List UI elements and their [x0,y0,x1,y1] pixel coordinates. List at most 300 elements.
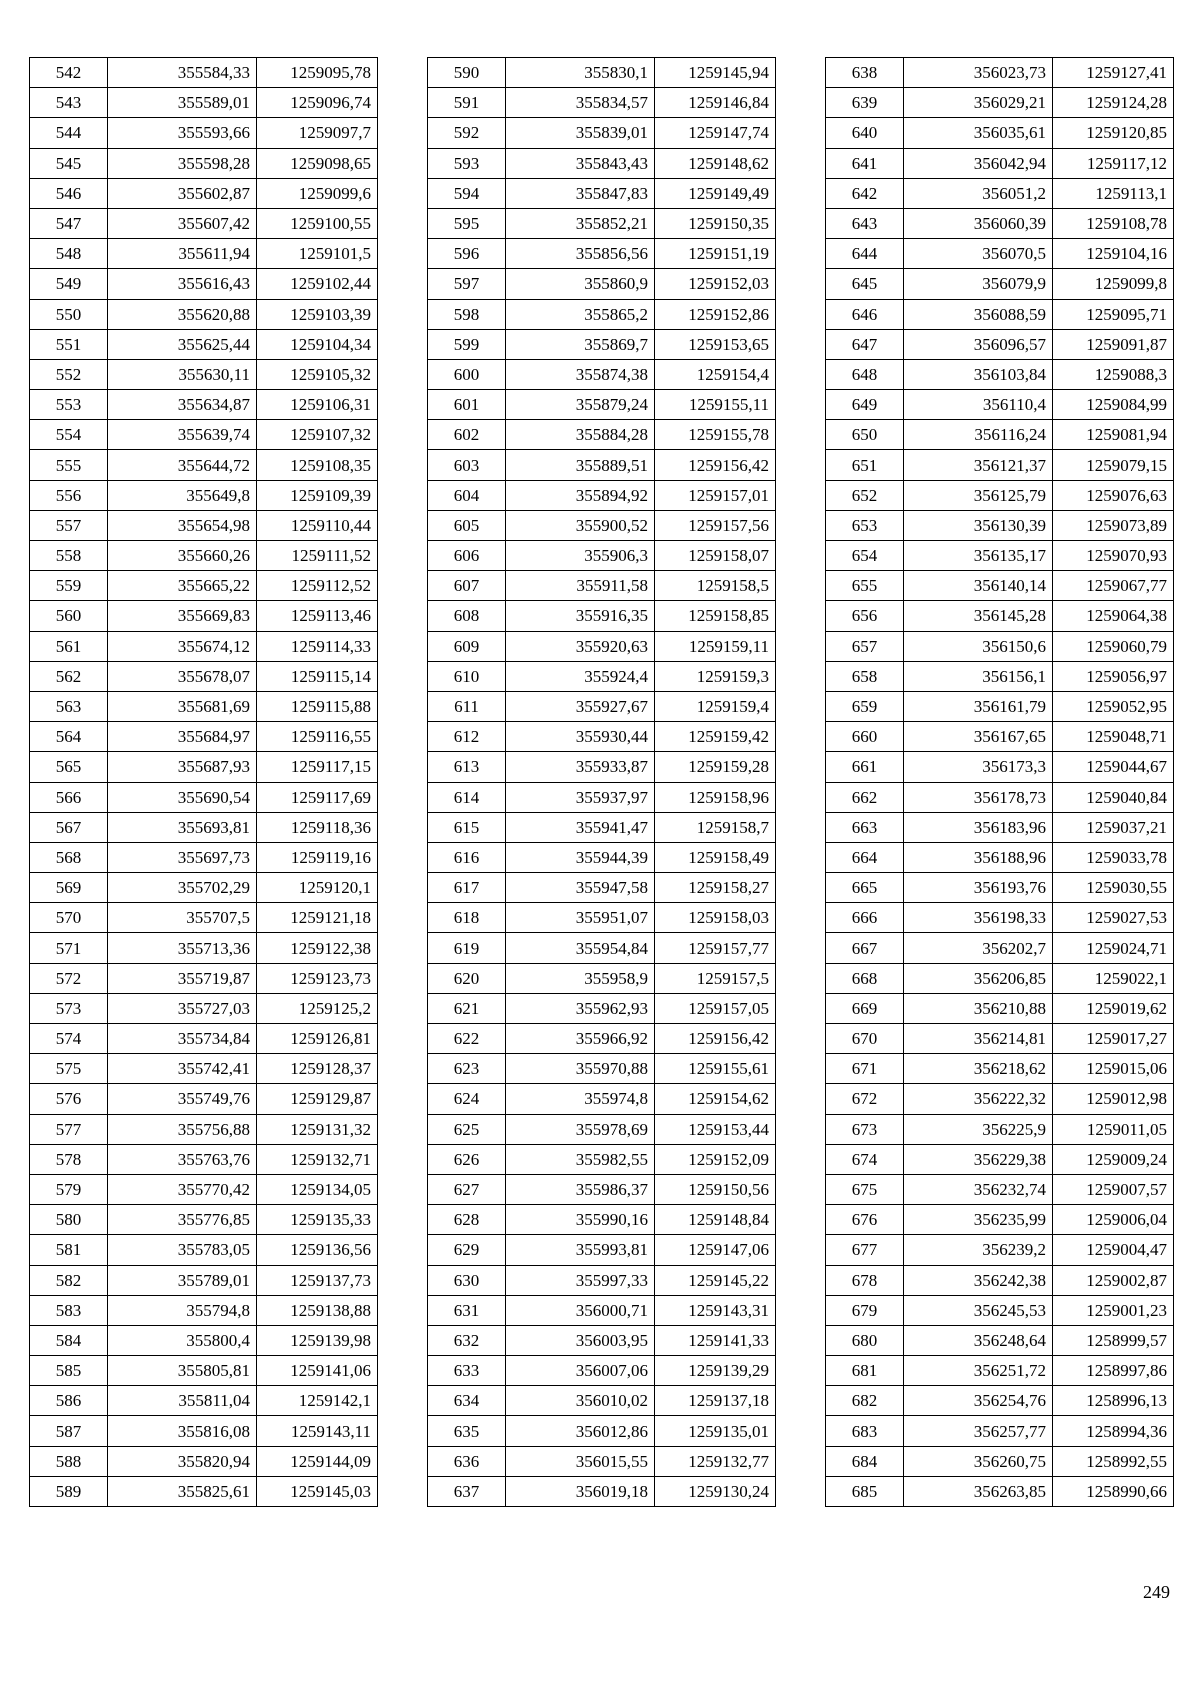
y-coordinate-cell: 1259157,77 [655,933,776,963]
x-coordinate-cell: 356248,64 [904,1325,1053,1355]
point-number-cell: 572 [30,963,108,993]
x-coordinate-cell: 355966,92 [506,1024,655,1054]
point-number-cell: 598 [428,299,506,329]
table-row [826,722,1174,752]
x-coordinate-cell: 356202,7 [904,933,1053,963]
point-number-cell: 651 [826,450,904,480]
x-coordinate-cell: 356110,4 [904,390,1053,420]
point-number-cell: 672 [826,1084,904,1114]
x-coordinate-cell: 355852,21 [506,208,655,238]
x-coordinate-cell: 355839,01 [506,118,655,148]
x-coordinate-cell: 355805,81 [108,1356,257,1386]
point-number-cell: 638 [826,58,904,88]
table-row [30,1386,378,1416]
table-row [826,1325,1174,1355]
point-number-cell: 645 [826,269,904,299]
y-coordinate-cell: 1259155,61 [655,1054,776,1084]
y-coordinate-cell: 1259037,21 [1053,812,1174,842]
table-row [428,58,776,88]
x-coordinate-cell: 356222,32 [904,1084,1053,1114]
y-coordinate-cell: 1259001,23 [1053,1295,1174,1325]
y-coordinate-cell: 1259030,55 [1053,873,1174,903]
point-number-cell: 612 [428,722,506,752]
x-coordinate-cell: 355834,57 [506,88,655,118]
coordinate-table [29,57,378,1507]
y-coordinate-cell: 1259158,5 [655,571,776,601]
point-number-cell: 685 [826,1476,904,1506]
table-row [428,752,776,782]
y-coordinate-cell: 1259007,57 [1053,1174,1174,1204]
x-coordinate-cell: 355713,36 [108,933,257,963]
x-coordinate-cell: 356035,61 [904,118,1053,148]
y-coordinate-cell: 1259124,28 [1053,88,1174,118]
table-row [428,1084,776,1114]
point-number-cell: 640 [826,118,904,148]
y-coordinate-cell: 1259107,32 [257,420,378,450]
y-coordinate-cell: 1259122,38 [257,933,378,963]
x-coordinate-cell: 356210,88 [904,993,1053,1023]
table-row [826,903,1174,933]
point-number-cell: 663 [826,812,904,842]
y-coordinate-cell: 1259024,71 [1053,933,1174,963]
point-number-cell: 574 [30,1024,108,1054]
y-coordinate-cell: 1259150,35 [655,208,776,238]
point-number-cell: 658 [826,661,904,691]
point-number-cell: 583 [30,1295,108,1325]
x-coordinate-cell: 356023,73 [904,58,1053,88]
table-row [826,1265,1174,1295]
y-coordinate-cell: 1259158,27 [655,873,776,903]
y-coordinate-cell: 1259129,87 [257,1084,378,1114]
y-coordinate-cell: 1258999,57 [1053,1325,1174,1355]
point-number-cell: 599 [428,329,506,359]
table-row [30,1054,378,1084]
table-row [826,782,1174,812]
table-row [428,933,776,963]
y-coordinate-cell: 1259099,8 [1053,269,1174,299]
table-row [826,1416,1174,1446]
y-coordinate-cell: 1259154,62 [655,1084,776,1114]
x-coordinate-cell: 356232,74 [904,1174,1053,1204]
y-coordinate-cell: 1259098,65 [257,148,378,178]
y-coordinate-cell: 1259159,11 [655,631,776,661]
x-coordinate-cell: 356239,2 [904,1235,1053,1265]
point-number-cell: 655 [826,571,904,601]
point-number-cell: 610 [428,661,506,691]
table-row [826,208,1174,238]
x-coordinate-cell: 355970,88 [506,1054,655,1084]
point-number-cell: 660 [826,722,904,752]
table-row [826,299,1174,329]
y-coordinate-cell: 1259158,7 [655,812,776,842]
point-number-cell: 667 [826,933,904,963]
y-coordinate-cell: 1259146,84 [655,88,776,118]
table-row [826,88,1174,118]
y-coordinate-cell: 1259017,27 [1053,1024,1174,1054]
y-coordinate-cell: 1259157,05 [655,993,776,1023]
y-coordinate-cell: 1258992,55 [1053,1446,1174,1476]
point-number-cell: 566 [30,782,108,812]
table-row [826,359,1174,389]
point-number-cell: 553 [30,390,108,420]
point-number-cell: 558 [30,541,108,571]
x-coordinate-cell: 355660,26 [108,541,257,571]
x-coordinate-cell: 356051,2 [904,178,1053,208]
table-row [428,1235,776,1265]
point-number-cell: 669 [826,993,904,1023]
table-row [30,148,378,178]
y-coordinate-cell: 1259102,44 [257,269,378,299]
y-coordinate-cell: 1259127,41 [1053,58,1174,88]
y-coordinate-cell: 1259159,3 [655,661,776,691]
table-row [428,148,776,178]
table-row [30,1476,378,1506]
x-coordinate-cell: 356060,39 [904,208,1053,238]
point-number-cell: 634 [428,1386,506,1416]
x-coordinate-cell: 355794,8 [108,1295,257,1325]
table-row [428,1446,776,1476]
table-row [30,571,378,601]
y-coordinate-cell: 1259131,32 [257,1114,378,1144]
y-coordinate-cell: 1259091,87 [1053,329,1174,359]
x-coordinate-cell: 356103,84 [904,359,1053,389]
point-number-cell: 549 [30,269,108,299]
table-row [30,933,378,963]
table-row [428,450,776,480]
point-number-cell: 643 [826,208,904,238]
point-number-cell: 587 [30,1416,108,1446]
x-coordinate-cell: 356206,85 [904,963,1053,993]
point-number-cell: 683 [826,1416,904,1446]
x-coordinate-cell: 355982,55 [506,1144,655,1174]
point-number-cell: 601 [428,390,506,420]
x-coordinate-cell: 355584,33 [108,58,257,88]
table-row [826,1386,1174,1416]
point-number-cell: 589 [30,1476,108,1506]
x-coordinate-cell: 355954,84 [506,933,655,963]
point-number-cell: 545 [30,148,108,178]
table-row [826,390,1174,420]
x-coordinate-cell: 356225,9 [904,1114,1053,1144]
y-coordinate-cell: 1259153,65 [655,329,776,359]
x-coordinate-cell: 356000,71 [506,1295,655,1325]
x-coordinate-cell: 356042,94 [904,148,1053,178]
x-coordinate-cell: 355644,72 [108,450,257,480]
y-coordinate-cell: 1259138,88 [257,1295,378,1325]
y-coordinate-cell: 1259019,62 [1053,993,1174,1023]
y-coordinate-cell: 1259116,55 [257,722,378,752]
point-number-cell: 565 [30,752,108,782]
point-number-cell: 555 [30,450,108,480]
x-coordinate-cell: 356015,55 [506,1446,655,1476]
table-row [428,691,776,721]
table-row [428,420,776,450]
y-coordinate-cell: 1259064,38 [1053,601,1174,631]
y-coordinate-cell: 1259006,04 [1053,1205,1174,1235]
point-number-cell: 679 [826,1295,904,1325]
point-number-cell: 579 [30,1174,108,1204]
y-coordinate-cell: 1259141,33 [655,1325,776,1355]
point-number-cell: 682 [826,1386,904,1416]
y-coordinate-cell: 1259147,74 [655,118,776,148]
y-coordinate-cell: 1259123,73 [257,963,378,993]
x-coordinate-cell: 355911,58 [506,571,655,601]
y-coordinate-cell: 1259106,31 [257,390,378,420]
table-row [826,812,1174,842]
y-coordinate-cell: 1259027,53 [1053,903,1174,933]
table-row [30,269,378,299]
table-row [826,1054,1174,1084]
point-number-cell: 576 [30,1084,108,1114]
table-row [826,1144,1174,1174]
point-number-cell: 666 [826,903,904,933]
point-number-cell: 577 [30,1114,108,1144]
y-coordinate-cell: 1259044,67 [1053,752,1174,782]
x-coordinate-cell: 355756,88 [108,1114,257,1144]
table-row [826,510,1174,540]
page-number: 249 [1143,1582,1170,1602]
y-coordinate-cell: 1258990,66 [1053,1476,1174,1506]
y-coordinate-cell: 1259148,84 [655,1205,776,1235]
y-coordinate-cell: 1259111,52 [257,541,378,571]
point-number-cell: 680 [826,1325,904,1355]
point-number-cell: 628 [428,1205,506,1235]
table-row [826,1205,1174,1235]
table-row [428,269,776,299]
table-row [30,118,378,148]
y-coordinate-cell: 1259105,32 [257,359,378,389]
point-number-cell: 619 [428,933,506,963]
point-number-cell: 559 [30,571,108,601]
x-coordinate-cell: 356145,28 [904,601,1053,631]
y-coordinate-cell: 1259067,77 [1053,571,1174,601]
table-row [826,269,1174,299]
y-coordinate-cell: 1259156,42 [655,450,776,480]
y-coordinate-cell: 1259002,87 [1053,1265,1174,1295]
point-number-cell: 606 [428,541,506,571]
x-coordinate-cell: 355843,43 [506,148,655,178]
x-coordinate-cell: 355734,84 [108,1024,257,1054]
table-row [428,1205,776,1235]
y-coordinate-cell: 1259119,16 [257,842,378,872]
point-number-cell: 677 [826,1235,904,1265]
table-row [428,631,776,661]
table-row [30,752,378,782]
point-number-cell: 567 [30,812,108,842]
point-number-cell: 661 [826,752,904,782]
point-number-cell: 620 [428,963,506,993]
x-coordinate-cell: 355678,07 [108,661,257,691]
x-coordinate-cell: 356156,1 [904,661,1053,691]
table-row [826,1476,1174,1506]
y-coordinate-cell: 1259070,93 [1053,541,1174,571]
table-row [428,1174,776,1204]
x-coordinate-cell: 356193,76 [904,873,1053,903]
point-number-cell: 635 [428,1416,506,1446]
point-number-cell: 632 [428,1325,506,1355]
table-row [428,118,776,148]
y-coordinate-cell: 1259015,06 [1053,1054,1174,1084]
table-row [30,963,378,993]
point-number-cell: 591 [428,88,506,118]
y-coordinate-cell: 1259159,4 [655,691,776,721]
x-coordinate-cell: 356070,5 [904,239,1053,269]
x-coordinate-cell: 355620,88 [108,299,257,329]
y-coordinate-cell: 1259079,15 [1053,450,1174,480]
x-coordinate-cell: 355681,69 [108,691,257,721]
y-coordinate-cell: 1259121,18 [257,903,378,933]
point-number-cell: 648 [826,359,904,389]
y-coordinate-cell: 1259125,2 [257,993,378,1023]
point-number-cell: 649 [826,390,904,420]
table-row [30,601,378,631]
table-row [428,329,776,359]
point-number-cell: 639 [826,88,904,118]
y-coordinate-cell: 1259117,15 [257,752,378,782]
table-row [826,1235,1174,1265]
y-coordinate-cell: 1259158,85 [655,601,776,631]
table-row [30,1205,378,1235]
point-number-cell: 625 [428,1114,506,1144]
y-coordinate-cell: 1259154,4 [655,359,776,389]
point-number-cell: 629 [428,1235,506,1265]
y-coordinate-cell: 1259040,84 [1053,782,1174,812]
point-number-cell: 615 [428,812,506,842]
point-number-cell: 604 [428,480,506,510]
x-coordinate-cell: 355860,9 [506,269,655,299]
x-coordinate-cell: 355924,4 [506,661,655,691]
x-coordinate-cell: 356121,37 [904,450,1053,480]
table-row [30,510,378,540]
x-coordinate-cell: 356218,62 [904,1054,1053,1084]
table-row [826,239,1174,269]
point-number-cell: 623 [428,1054,506,1084]
x-coordinate-cell: 355776,85 [108,1205,257,1235]
y-coordinate-cell: 1259145,94 [655,58,776,88]
x-coordinate-cell: 356125,79 [904,480,1053,510]
y-coordinate-cell: 1259114,33 [257,631,378,661]
table-row [30,1235,378,1265]
x-coordinate-cell: 355930,44 [506,722,655,752]
table-row [30,782,378,812]
point-number-cell: 622 [428,1024,506,1054]
table-row [826,58,1174,88]
y-coordinate-cell: 1259153,44 [655,1114,776,1144]
table-row [826,1446,1174,1476]
point-number-cell: 681 [826,1356,904,1386]
point-number-cell: 621 [428,993,506,1023]
table-row [30,631,378,661]
y-coordinate-cell: 1259100,55 [257,208,378,238]
table-row [30,993,378,1023]
table-row [30,541,378,571]
y-coordinate-cell: 1259110,44 [257,510,378,540]
y-coordinate-cell: 1259150,56 [655,1174,776,1204]
table-row [30,208,378,238]
point-number-cell: 571 [30,933,108,963]
x-coordinate-cell: 355702,29 [108,873,257,903]
y-coordinate-cell: 1259101,5 [257,239,378,269]
y-coordinate-cell: 1259145,03 [257,1476,378,1506]
x-coordinate-cell: 356245,53 [904,1295,1053,1325]
table-row [428,873,776,903]
y-coordinate-cell: 1259084,99 [1053,390,1174,420]
table-row [428,1295,776,1325]
x-coordinate-cell: 355944,39 [506,842,655,872]
x-coordinate-cell: 355906,3 [506,541,655,571]
table-row [30,1295,378,1325]
x-coordinate-cell: 355687,93 [108,752,257,782]
table-row [428,812,776,842]
y-coordinate-cell: 1259144,09 [257,1446,378,1476]
table-row [30,420,378,450]
y-coordinate-cell: 1259112,52 [257,571,378,601]
table-row [428,1054,776,1084]
y-coordinate-cell: 1259147,06 [655,1235,776,1265]
y-coordinate-cell: 1259108,78 [1053,208,1174,238]
point-number-cell: 668 [826,963,904,993]
point-number-cell: 616 [428,842,506,872]
y-coordinate-cell: 1259097,7 [257,118,378,148]
x-coordinate-cell: 355884,28 [506,420,655,450]
y-coordinate-cell: 1259126,81 [257,1024,378,1054]
y-coordinate-cell: 1259157,01 [655,480,776,510]
x-coordinate-cell: 356140,14 [904,571,1053,601]
table-row [30,299,378,329]
table-row [30,722,378,752]
x-coordinate-cell: 356254,76 [904,1386,1053,1416]
x-coordinate-cell: 355974,8 [506,1084,655,1114]
point-number-cell: 573 [30,993,108,1023]
y-coordinate-cell: 1258996,13 [1053,1386,1174,1416]
y-coordinate-cell: 1259137,18 [655,1386,776,1416]
point-number-cell: 626 [428,1144,506,1174]
table-row [30,450,378,480]
table-row [428,963,776,993]
point-number-cell: 596 [428,239,506,269]
y-coordinate-cell: 1259108,35 [257,450,378,480]
table-row [30,359,378,389]
y-coordinate-cell: 1259157,56 [655,510,776,540]
table-row [428,1024,776,1054]
x-coordinate-cell: 355900,52 [506,510,655,540]
point-number-cell: 630 [428,1265,506,1295]
point-number-cell: 570 [30,903,108,933]
x-coordinate-cell: 355639,74 [108,420,257,450]
table-row [428,571,776,601]
point-number-cell: 542 [30,58,108,88]
x-coordinate-cell: 355856,56 [506,239,655,269]
x-coordinate-cell: 356188,96 [904,842,1053,872]
table-row [428,722,776,752]
y-coordinate-cell: 1259012,98 [1053,1084,1174,1114]
table-row [826,1295,1174,1325]
x-coordinate-cell: 355674,12 [108,631,257,661]
x-coordinate-cell: 356214,81 [904,1024,1053,1054]
x-coordinate-cell: 356012,86 [506,1416,655,1446]
table-row [428,903,776,933]
point-number-cell: 674 [826,1144,904,1174]
y-coordinate-cell: 1259152,86 [655,299,776,329]
table-row [826,601,1174,631]
y-coordinate-cell: 1259159,42 [655,722,776,752]
table-row [30,842,378,872]
point-number-cell: 575 [30,1054,108,1084]
point-number-cell: 562 [30,661,108,691]
y-coordinate-cell: 1259095,78 [257,58,378,88]
y-coordinate-cell: 1259155,11 [655,390,776,420]
point-number-cell: 554 [30,420,108,450]
